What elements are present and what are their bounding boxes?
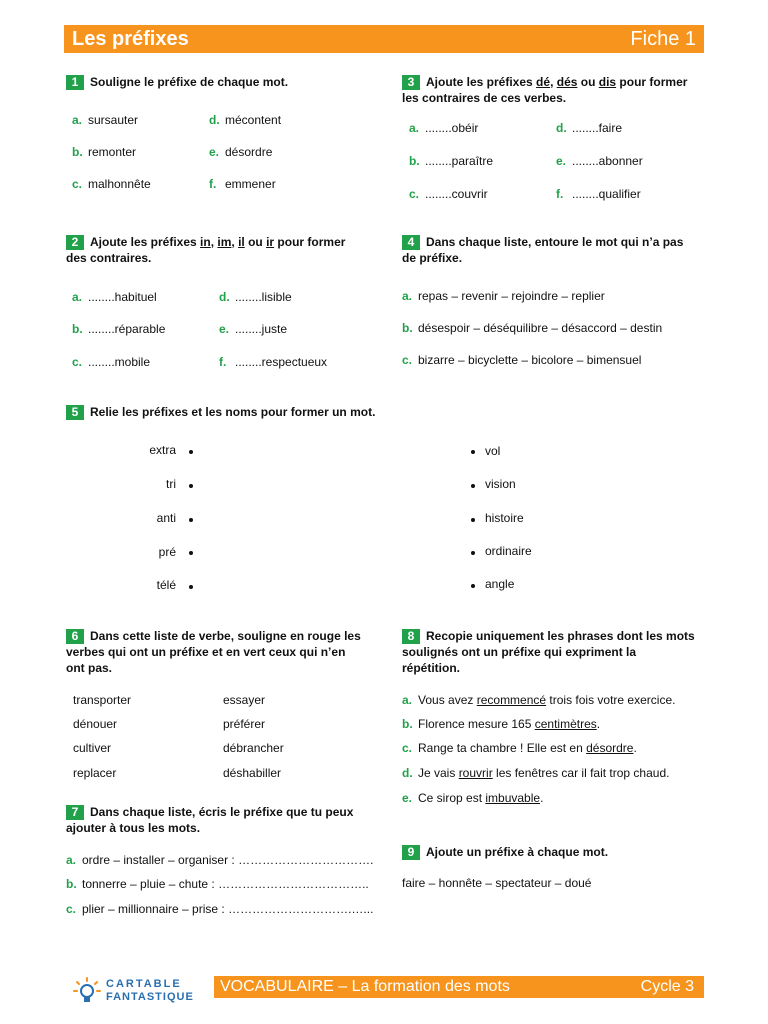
sentence-item: e. Ce sirop est imbuvable.	[402, 791, 544, 805]
list-item: b. remonter	[72, 145, 137, 159]
cycle-label: Cycle 3	[640, 978, 694, 995]
noun-label: ordinaire	[485, 544, 532, 558]
noun-label: histoire	[485, 511, 524, 525]
lightbulb-icon	[72, 976, 102, 1006]
list-item: b. désespoir – déséquilibre – désaccord – destin	[402, 321, 663, 335]
exercise-7-instruction: 7 Dans chaque liste, écris le préfixe que tu peux ajouter à tous les mots.	[66, 805, 354, 835]
list-item: d. ........lisible	[219, 290, 292, 304]
exercise-4-instruction: 4 Dans chaque liste, entoure le mot qui n’a pas de préfixe.	[402, 235, 684, 265]
exercise-number: 2	[66, 235, 84, 250]
list-item: f. ........respectueux	[219, 355, 328, 369]
match-dot-left[interactable]	[189, 585, 193, 589]
logo-text-bottom: FANTASTIQUE	[106, 991, 194, 1003]
match-dot-left[interactable]	[189, 551, 193, 555]
match-dot-left[interactable]	[189, 484, 193, 488]
exercise-number: 5	[66, 405, 84, 420]
exercise-number: 7	[66, 805, 84, 820]
verb-item: dénouer	[73, 717, 118, 731]
list-item: e. désordre	[209, 145, 273, 159]
fiche-number: Fiche 1	[630, 27, 696, 50]
list-item: a. sursauter	[72, 113, 139, 127]
exercise-1-instruction: 1 Souligne le préfixe de chaque mot.	[66, 74, 366, 90]
verb-item: essayer	[223, 693, 266, 707]
list-item: e. ........juste	[219, 322, 288, 336]
subject-label: VOCABULAIRE – La formation des mots	[220, 978, 510, 995]
match-dot-right[interactable]	[471, 551, 475, 555]
match-dot-left[interactable]	[189, 518, 193, 522]
list-item: e. ........abonner	[556, 154, 643, 168]
exercise-8	[402, 628, 712, 676]
list-item: c. malhonnête	[72, 177, 151, 191]
exercise-9-instruction: 9 Ajoute un préfixe à chaque mot.	[402, 844, 712, 860]
verb-item: transporter	[73, 693, 132, 707]
list-item: f. emmener	[209, 177, 276, 191]
logo-text-top: CARTABLE	[106, 978, 182, 990]
exercise-6	[66, 628, 376, 676]
exercise-number: 1	[66, 75, 84, 90]
sentence-item: b. Florence mesure 165 centimètres.	[402, 717, 601, 731]
page-header	[64, 25, 704, 53]
exercise-number: 3	[402, 75, 420, 90]
footer-bar	[214, 976, 704, 998]
prefix-label: pré	[158, 545, 176, 559]
list-item: c. ........mobile	[72, 355, 151, 369]
verb-item: cultiver	[73, 741, 112, 755]
exercise-9	[402, 844, 712, 860]
word-list: faire – honnête – spectateur – doué	[402, 876, 592, 890]
list-item: f. ........qualifier	[556, 187, 641, 201]
list-item: a. ........habituel	[72, 290, 157, 304]
verb-item: préférer	[223, 717, 266, 731]
verb-item: débrancher	[223, 741, 284, 755]
exercise-5-instruction: 5 Relie les préfixes et les noms pour former un mot.	[66, 404, 566, 420]
list-item: c. bizarre – bicyclette – bicolore – bimensuel	[402, 353, 642, 367]
list-item: d. ........faire	[556, 121, 623, 135]
match-dot-right[interactable]	[471, 484, 475, 488]
sentence-item: a. Vous avez recommencé trois fois votre exercice.	[402, 693, 676, 707]
exercise-2	[66, 234, 376, 266]
list-item: a. repas – revenir – rejoindre – replier	[402, 289, 605, 303]
exercise-1	[66, 74, 366, 90]
exercise-number: 9	[402, 845, 420, 860]
list-item: b. tonnerre – pluie – chute : ………………………………..	[66, 877, 369, 891]
verb-item: déshabiller	[223, 766, 282, 780]
noun-label: vision	[485, 477, 516, 491]
match-dot-right[interactable]	[471, 584, 475, 588]
sentence-item: c. Range ta chambre ! Elle est en désordre.	[402, 741, 637, 755]
prefix-label: anti	[156, 511, 176, 525]
list-item: b. ........paraître	[409, 154, 494, 168]
list-item: a. ........obéir	[409, 121, 479, 135]
exercise-2-instruction: 2 Ajoute les préfixes in, im, il ou ir pour former des contraires.	[66, 235, 346, 265]
cartable-fantastique-logo	[72, 976, 208, 1006]
verb-item: replacer	[73, 766, 117, 780]
prefix-label: extra	[149, 443, 176, 457]
noun-label: vol	[485, 444, 501, 458]
match-dot-right[interactable]	[471, 518, 475, 522]
exercise-number: 4	[402, 235, 420, 250]
exercise-7	[66, 804, 376, 836]
noun-label: angle	[485, 577, 515, 591]
exercise-number: 6	[66, 629, 84, 644]
list-item: b. ........réparable	[72, 322, 166, 336]
list-item: c. plier – millionnaire – prise : ………………………….…...	[66, 902, 374, 916]
match-dot-right[interactable]	[471, 450, 475, 454]
exercise-3-instruction: 3 Ajoute les préfixes dé, dés ou dis pour former les contraires de ces verbes.	[402, 75, 688, 105]
list-item: c. ........couvrir	[409, 187, 488, 201]
page-title: Les préfixes	[72, 27, 189, 50]
list-item: a. ordre – installer – organiser : …………………………….	[66, 853, 374, 867]
exercise-number: 8	[402, 629, 420, 644]
exercise-5	[66, 404, 566, 420]
prefix-label: tri	[166, 477, 176, 491]
sentence-item: d. Je vais rouvrir les fenêtres car il fait trop chaud.	[402, 766, 670, 780]
exercise-8-instruction: 8 Recopie uniquement les phrases dont les mots soulignés ont un préfixe qui expriment la répétition.	[402, 629, 695, 675]
exercise-4	[402, 234, 712, 266]
exercise-3	[402, 74, 712, 106]
match-dot-left[interactable]	[189, 450, 193, 454]
prefix-label: télé	[156, 578, 176, 592]
exercise-6-instruction: 6 Dans cette liste de verbe, souligne en rouge les verbes qui ont un préfixe et en vert ceux qui n’en ont pas.	[66, 629, 361, 675]
list-item: d. mécontent	[209, 113, 282, 127]
